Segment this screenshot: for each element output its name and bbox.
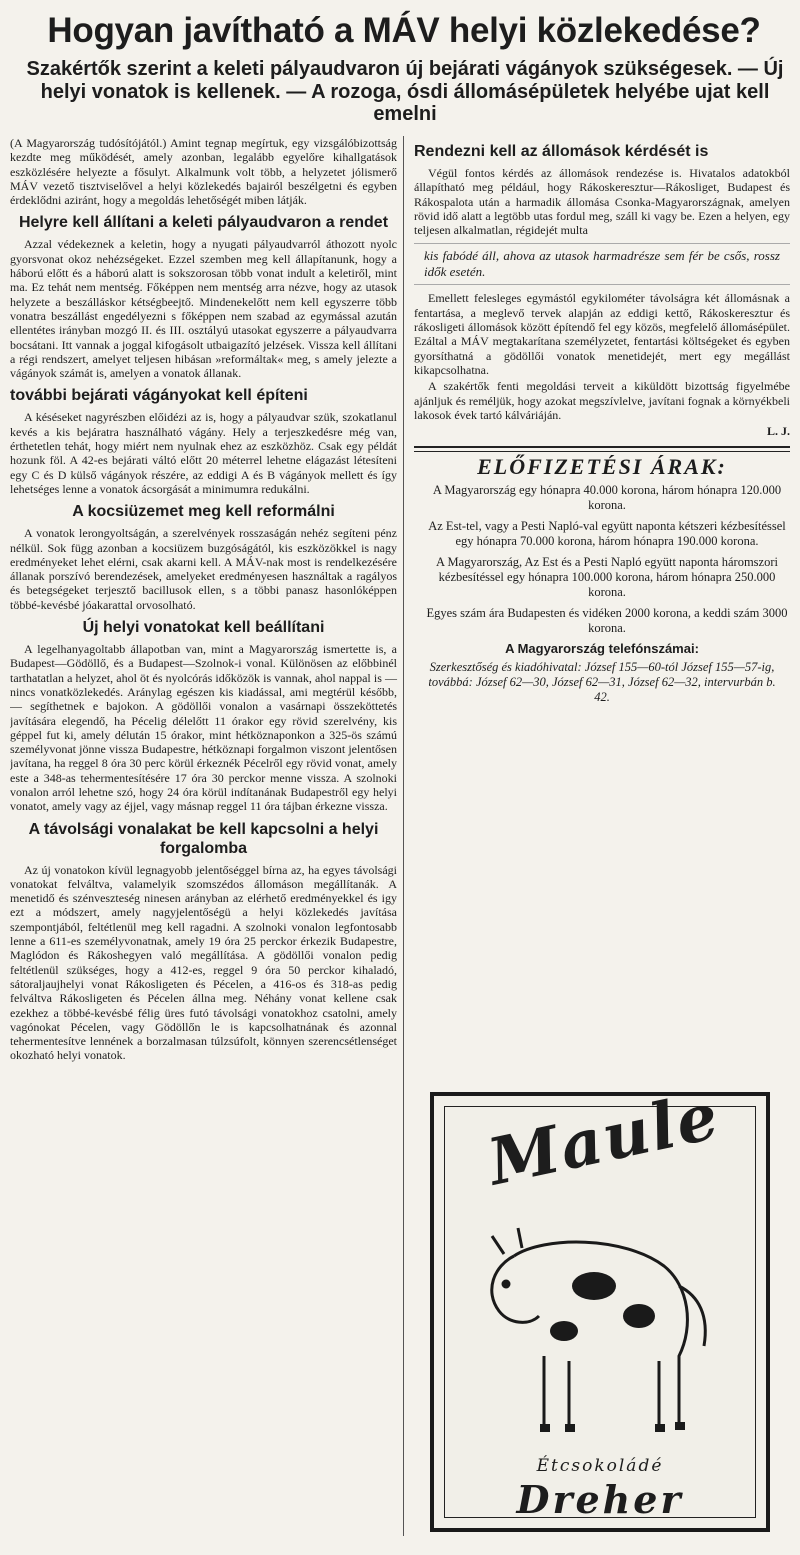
phone-numbers: Szerkesztőség és kiadóhivatal: József 155—60-tól József 155—57-ig, továbbá: József 62—30, József 62—31, József 62—32, intervurbán b. 42. bbox=[428, 660, 776, 705]
phone-title: A Magyarország telefónszámai: bbox=[505, 640, 699, 656]
cow-illustration-icon bbox=[474, 1196, 734, 1456]
section-paragraph: A késéseket nagyrészben előidézi az is, hogy a pályaudvar szük, szokatlanul kevés a kis bejáratra használható vágány. Hely a terjeszkedésre még van, érthetetlen tehát, hogy miért nem nyulnak ehez az eszközhöz. Csak egy példát hozunk föl. A 42-es bejárati váltó előtt 20 méterrel lehetne elágazást létesíteni egy C és D külső vágányok részére, az eddigi A és B vágányok mellett és így lehetséges lenne a vonatok ácsorgását a minimumra redukálni. bbox=[10, 410, 397, 496]
advert-maker: Dreher bbox=[516, 1477, 684, 1522]
divider bbox=[414, 446, 790, 452]
section-heading: A kocsiüzemet meg kell reformálni bbox=[72, 503, 335, 521]
chocolate-advert bbox=[430, 1078, 770, 1532]
subscription-price: A Magyarország, Az Est és a Pesti Napló együtt naponta háromszori kézbesítéssel egy hónapra 100.000 korona, három hónapra 250.000 korona. bbox=[436, 554, 778, 599]
section-paragraph: A legelhanyagoltabb állapotban van, mint a Magyarország ismertette is, a Budapest—Gödöllő, és a Budapest—Szolnok-i vonal. Különösen az előbbinél tarthatatlan a helyzet, ahol öt és nyolcórás időközök is vannak, ahol nappal is — nincs vonatközlekedés. Aránylag egészen kis kiadással, ami megtérül később, — segíthetnek e bajokon. A gödöllői vonalon a vasárnapi összeköttetés javítására elegendő, ha Pécelig délelőtt 11 órakor egy rövid szerelvény, kis géppel fut ki, amely délután 15 órakor, mint hétköznaponkon a 325-ös számú személyvonat jönne vissza Budapestre, hétköznapi forgalmon viszont jelentősen javítana, ha reggel 8 óra 30 perc körül érkeznék Pécelről egy rövid vonat, amely este a 348-as tehermentesítésére 17 óra 30 perckor menne vissza. A szolnoki vonalon arról lehetne szó, hogy 24 óra körül indítanának Budapestről egy helyi vonatot, amely vagy az éjjel, vagy másnap reggel 11 óra tájban érkezne vissza. bbox=[10, 642, 397, 814]
subscription-title: ELŐFIZETÉSI ÁRAK: bbox=[477, 454, 727, 480]
pull-quote: kis fabódé áll, ahova az utasok harmadrésze sem fér be csős, rossz idők esetén. bbox=[414, 243, 790, 285]
section-heading: Helyre kell állítani a keleti pályaudvaron a rendet bbox=[18, 214, 389, 232]
subscription-price: Az Est-tel, vagy a Pesti Napló-val együtt naponta kétszeri kézbesítéssel egy hónapra 70.000 korona, három hónapra 190.000 korona. bbox=[428, 518, 786, 548]
subscription-price: Egyes szám ára Budapesten és vidéken 2000 korona, a keddi szám 3000 korona. bbox=[426, 605, 788, 635]
article-signature: L. J. bbox=[766, 424, 790, 439]
section-heading: további bejárati vágányokat kell építeni bbox=[10, 387, 308, 405]
article-intro: (A Magyarország tudósítójától.) Amint tegnap megírtuk, egy vizsgálóbizottság kezdte meg működését, amely azonban, legalább egyelőre kihallgatások eszközlésére helyezte a fősulyt. Alkalmunk volt több, a helyzetet jólismerő MÁV vezető tisztviselővel a helyi közlekedés bajairól beszélgetni és egyben érdeklődni aziránt, hogy a megoldás lehetőségét miben látják. bbox=[10, 136, 397, 208]
section-heading: A távolsági vonalakat be kell kapcsolni a helyi forgalomba bbox=[28, 820, 379, 857]
section-paragraph: A vonatok lerongyoltságán, a szerelvények rosszaságán nehéz segíteni pénz nélkül. Sok függ azonban a kocsiüzem buzgóságától, kis eszközökkel is nagy eredményeket lehet elérni, csak akarni kell. A MÁV-nak most is rendelkezésére állanak porszívó berendezések, amelyeket eredményesen használtak a ragályos és betegségeket terjesztő bacillusok ellen, s a többi panasz hasonlóképpen többé-kevésbé jóakarattal orvosolható. bbox=[10, 526, 397, 612]
section-heading: Rendezni kell az állomások kérdését is bbox=[414, 143, 709, 160]
article-headline: Hogyan javítható a MÁV helyi közlekedése? bbox=[47, 11, 761, 50]
section-paragraph: A szakértők fenti megoldási terveit a kiküldött bizottság figyelmébe ajánljuk és reméljük, hogy azokat megszívlelve, javítani fognak a környékbeli lakosok évek tartó kálváriáján. bbox=[414, 379, 790, 422]
section-paragraph: Azzal védekeznek a keletin, hogy a nyugati pályaudvarról áthozott nyolc gyorsvonat okoz nehézségeket. Ezzel szemben meg kell állapítanunk, hogy a háború előtt és a háború alatt is sokszorosan több vonat indult a keletiről, mint ma. Ez tehát nem mentség. Főképpen nem mentség arra nézve, hogy az utasok helyzete a beszálláskor kétségbeejtő. Mindenekelőtt nem kell egyszerre több vonatra beszállást engedélyezni s főképpen nem szabad az egymással azután ellentétes irányban mozgó II. és III. osztályú utasokat egyszerre a pályaudvarra bocsátani. Itt vannak a joggal kifogásolt utbaigazító jelzések. Vissza kell állítani a régi rendszert, amelyet teljesen hibásan »reformáltak« meg, s amely jelezte a vágányok számát is, amelyen a vonatok állanak. bbox=[10, 237, 397, 381]
section-paragraph: Végül fontos kérdés az állomások rendezése is. Hivatalos adatokból állapítható meg például, hogy Rákoskeresztur—Rákosliget, Budapest és Rákospalota után a harmadik állomása Csonka-Magyarországnak, amelyen rövid idő alatt a legtöbb utas fordul meg, száll ki vagy be. Ezen a helyen, egy teljesen alkalmatlan, régidejét multa bbox=[414, 166, 790, 238]
subscription-price: A Magyarország egy hónapra 40.000 korona, három hónapra 120.000 korona. bbox=[432, 482, 782, 512]
section-heading: Új helyi vonatokat kell beállítani bbox=[82, 619, 325, 637]
section-paragraph: Emellett felesleges egymástól egykilométer távolságra két állomásnak a fentartása, a meglevő tervek alapján az eddigi kettő, Rákoskeresztur és rákosligeti állomások között építendő fel egy közös, megfelelő állomásépület. Ezáltal a MÁV megtakarítana személyzetet, fentartási költségeket és egyben gyorsíthatná a gödöllői vonatok menetidejét, mert egy megállást kikapcsolhatna. bbox=[414, 291, 790, 377]
left-column bbox=[10, 136, 404, 1536]
article-deck: Szakértők szerint a keleti pályaudvaron új bejárati vágányok szükségesek. — Új helyi vonatok is kellenek. — A rozoga, ósdi állomásépületek helyébe ujat kell emelni bbox=[26, 58, 784, 125]
section-paragraph: Az új vonatokon kívül legnagyobb jelentőséggel bírna az, ha egyes távolsági vonatokat felváltva, valamelyik szomszédos állomáson megállítanák. A menetidő és szénveszteség ninesen arányban az elérhető eredményekkel és igy ezt a módszert, amely nagyjelentőségü a helyi közlekedés javítása szempontjából, feltétlenül meg kell ragadni. A szolnoki vonalon legfontosabb lenne a 611-es személyvonatnak, amely 19 óra 25 perckor érkezik Budapestre, Maglódon és Rákoshegyen való megállítása. A gödöllői vonalon pedig feltétlenül szükséges, hogy a 412-es, reggel 9 óra 50 perckor kihaladó, sátoraljaujhelyi vonat Rákosligeten és Pécelen, a 416-os és 318-as pedig felváltva Rákosligeten és Pécelen állna meg. Néhány vonat kellene csak ezekhez a többé-kevésbé félig üres futó távolsági vonatokhoz csatolni, amely vagónokat Pécelen, vagy Gödöllőn le is kapcsolhatnának és azonnal tehermentesítve lennének a borzalmasan túlzsúfolt, könnyen szerencsétlenséget okozható helyi vonatok. bbox=[10, 862, 397, 1063]
advert-brand: Maule bbox=[481, 1078, 727, 1201]
advert-product: Étcsokoládé bbox=[536, 1456, 664, 1476]
